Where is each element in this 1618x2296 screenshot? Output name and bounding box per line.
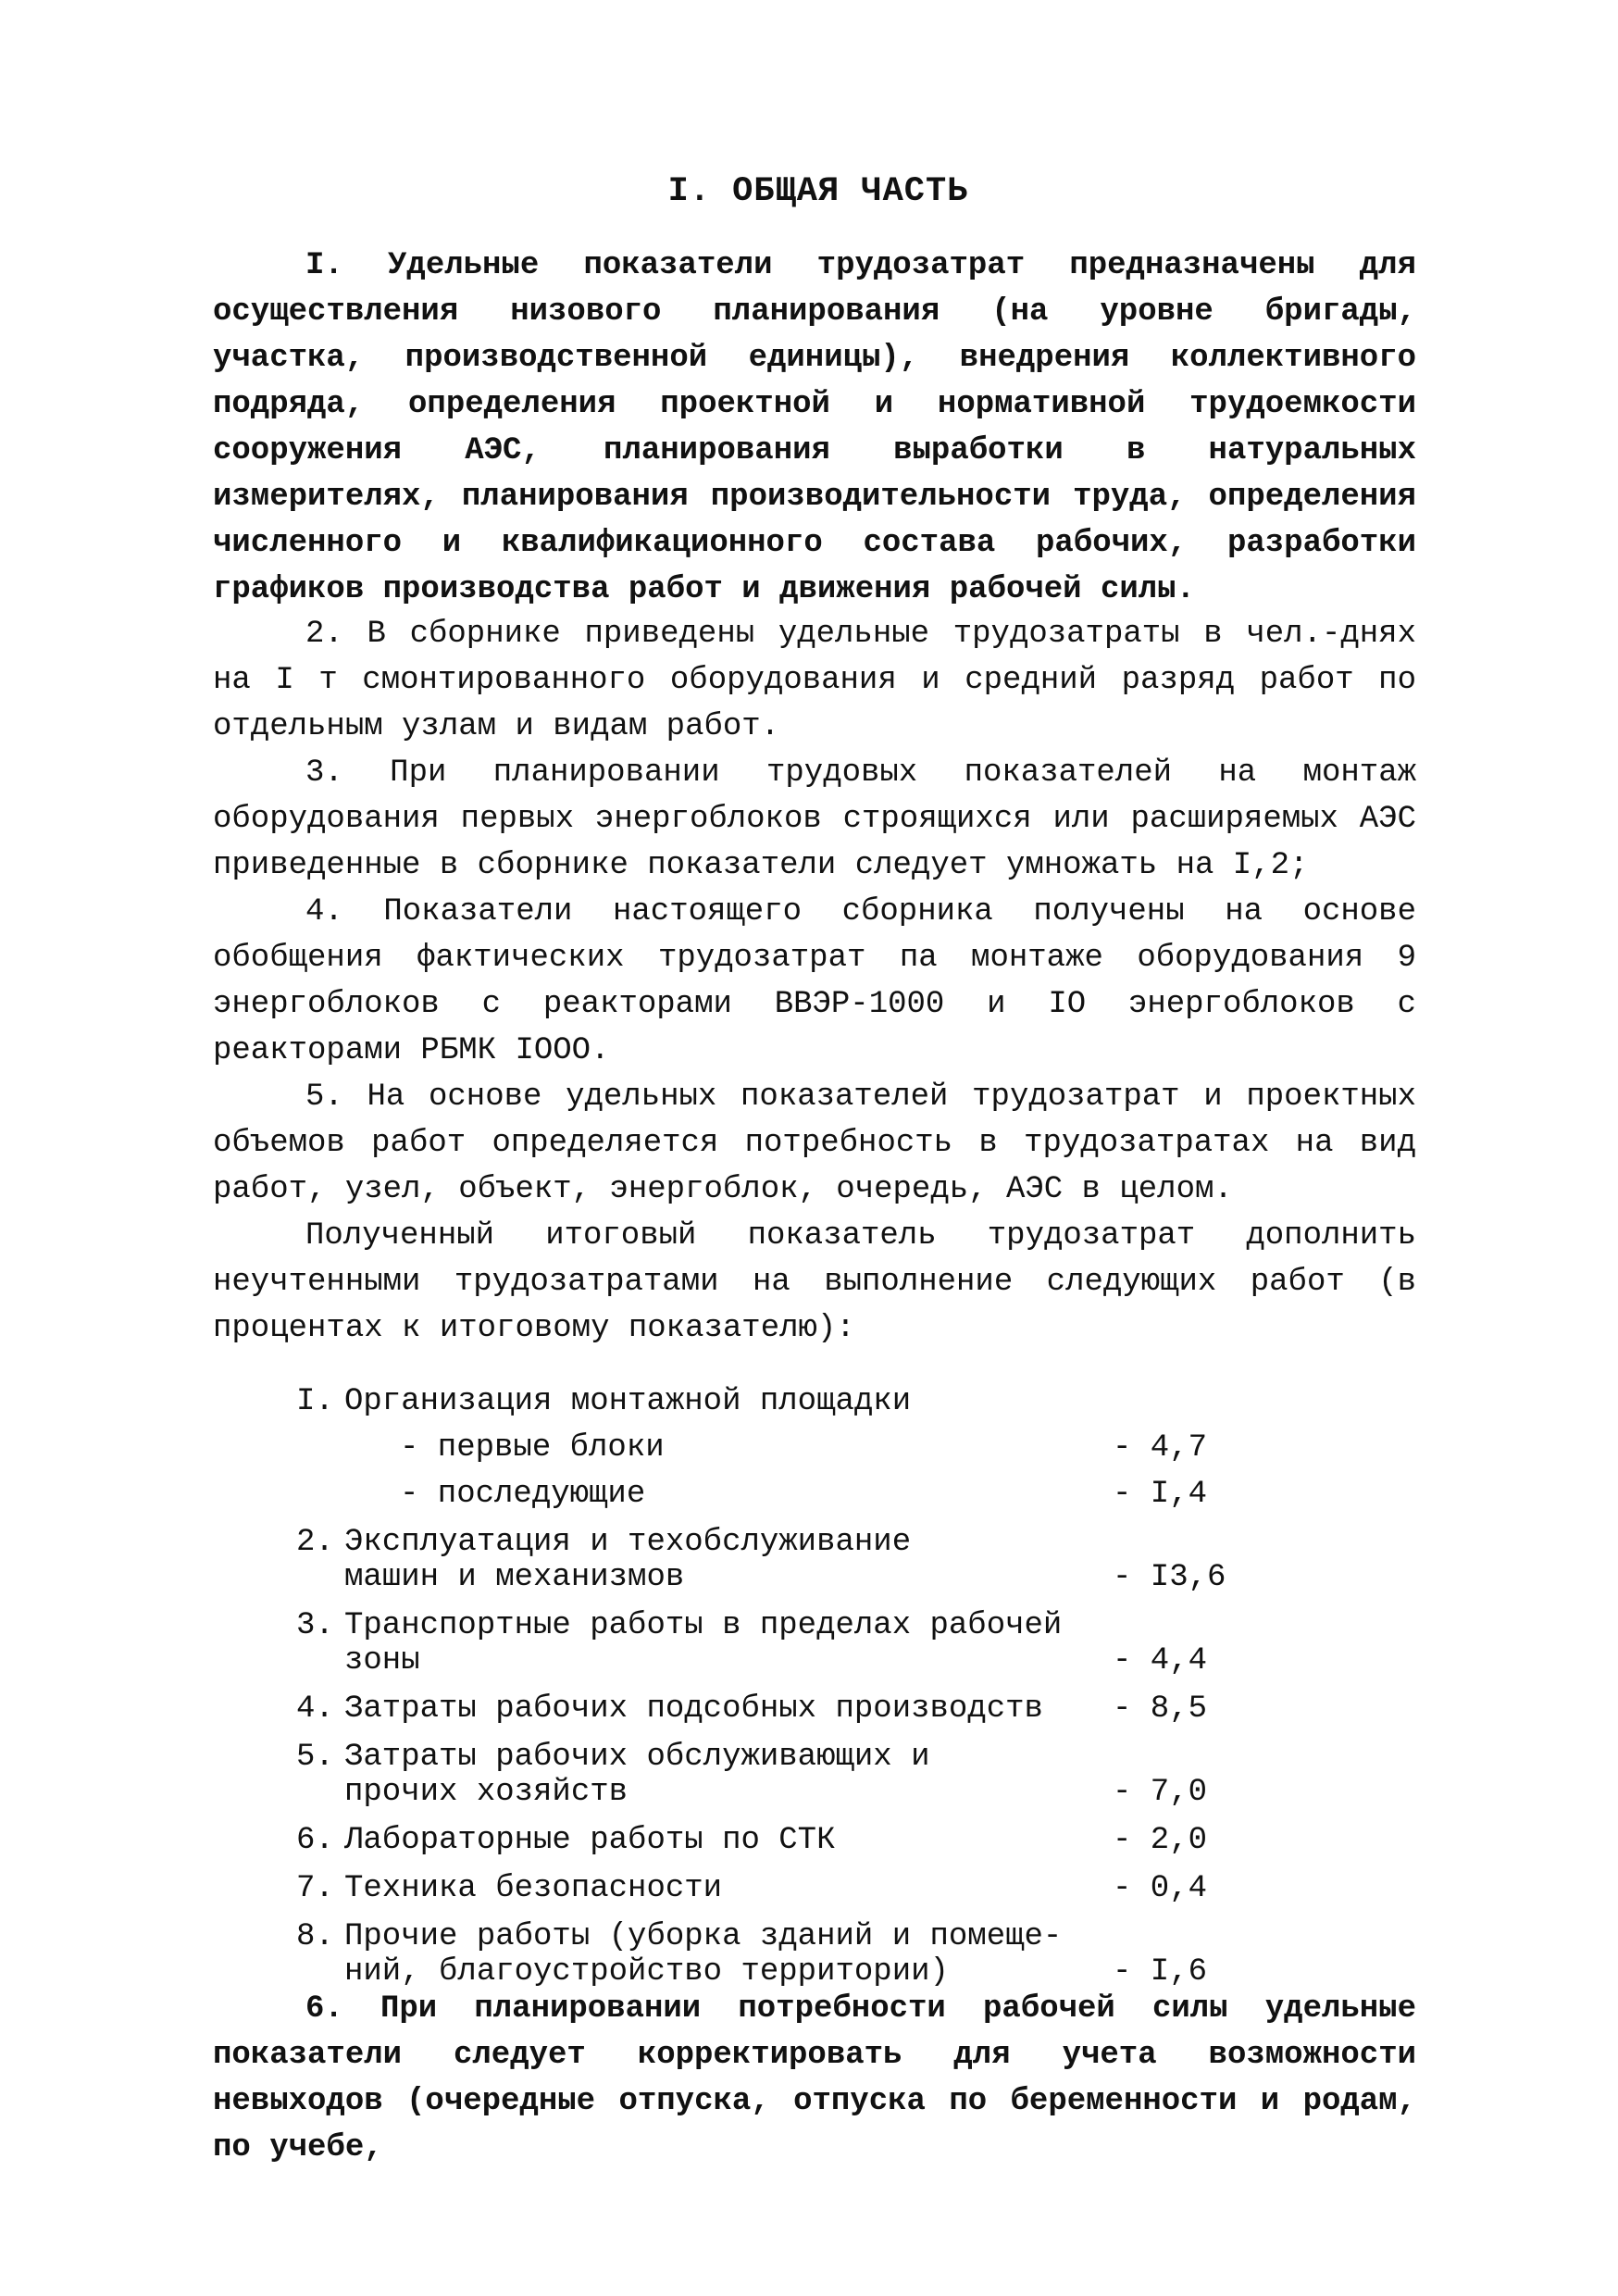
section-heading: I. ОБЩАЯ ЧАСТЬ bbox=[667, 172, 969, 211]
list-item-value: - 4,7 bbox=[1113, 1430, 1208, 1466]
body-paragraphs-2 bbox=[213, 611, 1416, 1352]
paragraph-1: I. Удельные показатели трудозатрат предназначены для осуществления низового планирования (на уровне бригады, участка, производственной единицы), внедрения коллективного подряда, определения проектной и нормативной трудоемкости сооружения АЭС, планирования выработки в натуральных измерителях, планирования производительности труда, определения численного и квалификационного состава рабочих, разработки графиков производства работ и движения рабочей силы. bbox=[213, 248, 1416, 607]
paragraph-5b: Полученный итоговый показатель трудозатрат дополнить неучтенными трудозатратами на выполнение следующих работ (в процентах к итоговому показателю): bbox=[213, 1218, 1416, 1346]
list-item bbox=[296, 1384, 1259, 1419]
paragraph-5: 5. На основе удельных показателей трудозатрат и проектных объемов работ определяется потребность в трудозатратах на вид работ, узел, объект, энергоблок, очередь, АЭС в целом. bbox=[213, 1079, 1416, 1207]
list-item bbox=[296, 1954, 1259, 1990]
list-item bbox=[296, 1919, 1259, 1954]
list-item-value: - 2,0 bbox=[1113, 1823, 1208, 1858]
list-item-label: Затраты рабочих обслуживающих и bbox=[344, 1740, 930, 1775]
list-item-value: - I3,6 bbox=[1113, 1560, 1226, 1595]
list-item-label: Техника безопасности bbox=[344, 1871, 723, 1906]
paragraph-4: 4. Показатели настоящего сборника получены на основе обобщения фактических трудозатрат па монтаже оборудования 9 энергоблоков с реакторами ВВЭР-1000 и IO энергоблоков с реакторами РБМК IOOO. bbox=[213, 894, 1416, 1068]
list-item-value: - I,6 bbox=[1113, 1954, 1208, 1990]
list-item bbox=[296, 1608, 1259, 1643]
list-item bbox=[296, 1560, 1259, 1595]
list-item bbox=[296, 1871, 1259, 1906]
list-item-label: - последующие bbox=[400, 1477, 646, 1512]
list-item-label: Эксплуатация и техобслуживание bbox=[344, 1525, 912, 1560]
list-item-label: Лабораторные работы по СТК bbox=[344, 1823, 836, 1858]
list-item-number: 5. bbox=[296, 1740, 334, 1775]
list-item bbox=[296, 1823, 1259, 1858]
list-item-label: - первые блоки bbox=[400, 1430, 665, 1466]
list-item-label: зоны bbox=[344, 1643, 420, 1678]
list-item-label: Транспортные работы в пределах рабочей bbox=[344, 1608, 1063, 1643]
overhead-list bbox=[296, 1384, 1259, 1990]
list-item-label: ний, благоустройство территории) bbox=[344, 1954, 949, 1990]
list-item-number: 4. bbox=[296, 1691, 334, 1727]
paragraph-2: 2. В сборнике приведены удельные трудозатраты в чел.-днях на I т смонтированного оборудования и средний разряд работ по отдельным узлам и видам работ. bbox=[213, 617, 1416, 744]
list-item-number: 3. bbox=[296, 1608, 334, 1643]
paragraph-3: 3. При планировании трудовых показателей на монтаж оборудования первых энергоблоков строящихся или расширяемых АЭС приведенные в сборнике показатели следует умножать на I,2; bbox=[213, 755, 1416, 883]
list-item-value: - I,4 bbox=[1113, 1477, 1208, 1512]
list-item-label: прочих хозяйств bbox=[344, 1775, 629, 1810]
closing-paragraph-block bbox=[213, 1986, 1416, 2171]
list-item bbox=[296, 1643, 1259, 1678]
list-item-value: - 8,5 bbox=[1113, 1691, 1208, 1727]
list-item-number: 2. bbox=[296, 1525, 334, 1560]
list-item bbox=[296, 1775, 1259, 1810]
list-item bbox=[296, 1525, 1259, 1560]
list-item bbox=[296, 1430, 1259, 1466]
list-item-label: Затраты рабочих подсобных производств bbox=[344, 1691, 1043, 1727]
list-item-label: Организация монтажной площадки bbox=[344, 1384, 912, 1419]
list-item-label: Прочие работы (уборка зданий и помеще- bbox=[344, 1919, 1063, 1954]
list-item-number: 8. bbox=[296, 1919, 334, 1954]
list-item bbox=[296, 1477, 1259, 1512]
list-item-number: 7. bbox=[296, 1871, 334, 1906]
paragraph-6: 6. При планировании потребности рабочей силы удельные показатели следует корректировать для учета возможности невыходов (очередные отпуска, отпуска по беременности и родам, по учебе, bbox=[213, 1991, 1416, 2165]
list-item-number: 6. bbox=[296, 1823, 334, 1858]
body-paragraphs bbox=[213, 243, 1416, 613]
list-item-number: I. bbox=[296, 1384, 334, 1419]
list-item-label: машин и механизмов bbox=[344, 1560, 685, 1595]
list-item-value: - 4,4 bbox=[1113, 1643, 1208, 1678]
list-item-value: - 7,0 bbox=[1113, 1775, 1208, 1810]
list-item-value: - 0,4 bbox=[1113, 1871, 1208, 1906]
list-item bbox=[296, 1691, 1259, 1727]
list-item bbox=[296, 1740, 1259, 1775]
